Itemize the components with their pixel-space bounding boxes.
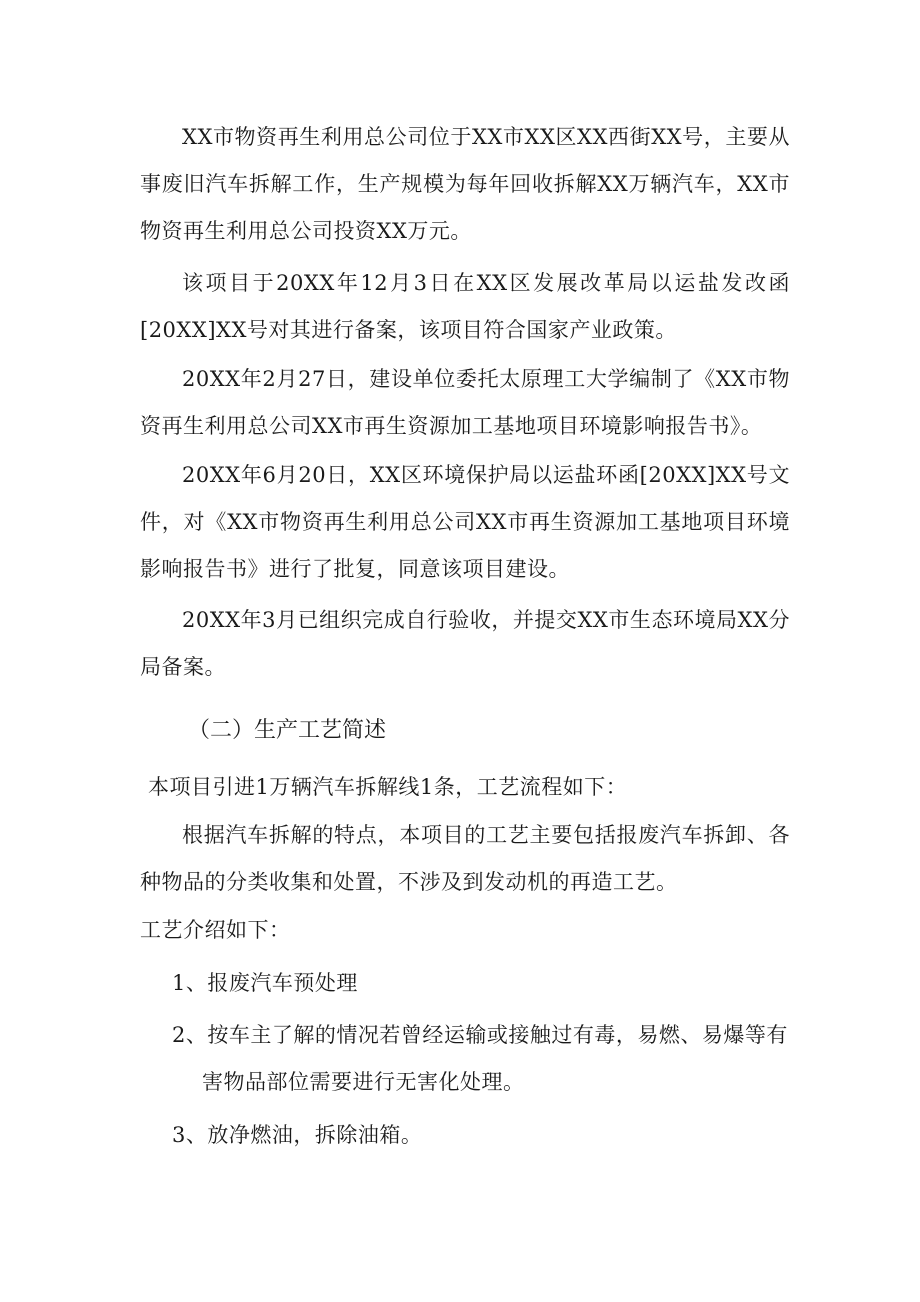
list-item-text: 1、报废汽车预处理 xyxy=(172,971,358,995)
paragraph-company-overview: XX市物资再生利用总公司位于XX市XX区XX西街XX号，主要从事废旧汽车拆解工作，生产规模为每年回收拆解XX万辆汽车，XX市物资再生利用总公司投资XX万元。 xyxy=(140,125,790,243)
paragraph-eia-report: 20XX年2月27日，建设单位委托太原理工大学编制了《XX市物资再生利用总公司XX市再生资源加工基地项目环境影响报告书》。 xyxy=(140,367,790,438)
paragraph-eia-approval: 20XX年6月20日，XX区环境保护局以运盐环函[20XX]XX号文件，对《XX市物资再生利用总公司XX市再生资源加工基地项目环境影响报告书》进行了批复，同意该项目建设。 xyxy=(140,463,790,581)
process-intro: 工艺介绍如下： xyxy=(140,918,291,942)
list-item-continuation: 害物品部位需要进行无害化处理。 xyxy=(202,1070,525,1094)
section-heading: （二）生产工艺简述 xyxy=(188,718,387,743)
paragraph-process-description: 根据汽车拆解的特点，本项目的工艺主要包括报废汽车拆卸、各种物品的分类收集和处置，不涉及到发动机的再造工艺。 xyxy=(140,823,790,894)
list-item-text: 3、放净燃油，拆除油箱。 xyxy=(172,1123,423,1147)
list-item-text: 2、按车主了解的情况若曾经运输或接触过有毒，易燃、易爆等有 xyxy=(172,1023,788,1047)
paragraph-acceptance: 20XX年3月已组织完成自行验收，并提交XX市生态环境局XX分局备案。 xyxy=(140,608,790,679)
paragraph-project-filing: 该项目于20XX年12月3日在XX区发展改革局以运盐发改函[20XX]XX号对其进行备案，该项目符合国家产业政策。 xyxy=(140,271,790,342)
list-item xyxy=(172,960,792,1007)
list-item xyxy=(172,1012,792,1106)
intro-line: 本项目引进1万辆汽车拆解线1条，工艺流程如下： xyxy=(148,775,628,799)
list-item xyxy=(172,1112,792,1159)
